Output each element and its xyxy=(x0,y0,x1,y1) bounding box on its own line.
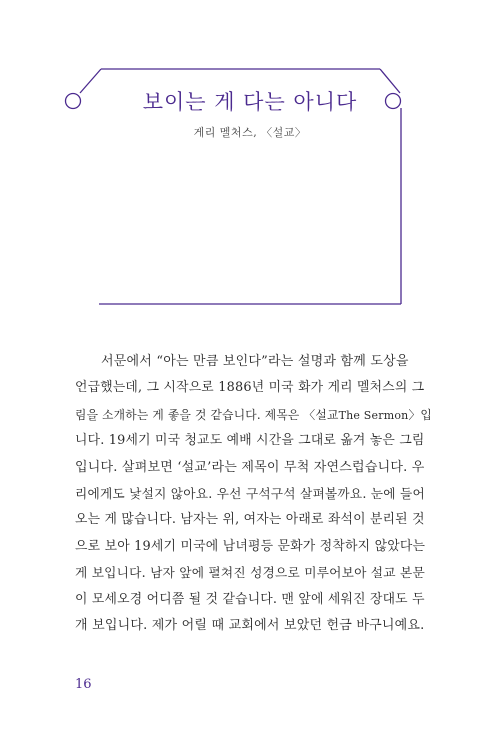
body-paragraph xyxy=(75,349,433,639)
chapter-subtitle: 게리 멜처스, 〈설교〉 xyxy=(193,126,307,139)
text-line: 입니다. 살펴보면 ‘설교’라는 제목이 무척 자연스럽습니다. 우 xyxy=(75,459,425,475)
english-title: The Sermon xyxy=(338,408,409,422)
text-line: 리에게도 낯설지 않아요. 우선 구석구석 살펴볼까요. 눈에 들어 xyxy=(75,485,425,501)
text-line: 이 모세오경 어디쯤 될 것 같습니다. 맨 앞에 세워진 장대도 두 xyxy=(75,591,425,607)
text-line: 니다. 19세기 미국 청교도 예배 시간을 그대로 옮겨 놓은 그림 xyxy=(75,433,425,449)
text-line: 오는 게 많습니다. 남자는 위, 여자는 아래로 좌석이 분리된 것 xyxy=(75,512,425,528)
text-line: 게 보입니다. 남자 앞에 펼쳐진 성경으로 미루어보아 설교 본문 xyxy=(75,565,425,581)
page-number: 16 xyxy=(75,677,92,692)
text-line: 개 보입니다. 제가 어릴 때 교회에서 보았던 헌금 바구니예요. xyxy=(75,617,425,633)
chapter-title: 보이는 게 다는 아니다 xyxy=(142,90,358,114)
text-line: 림을 소개하는 게 좋을 것 같습니다. 제목은 〈설교The Sermon〉입 xyxy=(75,407,433,422)
text-line: 서문에서 “아는 만큼 보인다”라는 설명과 함께 도상을 xyxy=(101,354,409,369)
text-line: 언급했는데, 그 시작으로 1886년 미국 화가 게리 멜처스의 그 xyxy=(75,380,425,396)
text-line: 으로 보아 19세기 미국에 남녀평등 문화가 정착하지 않았다는 xyxy=(75,538,426,554)
